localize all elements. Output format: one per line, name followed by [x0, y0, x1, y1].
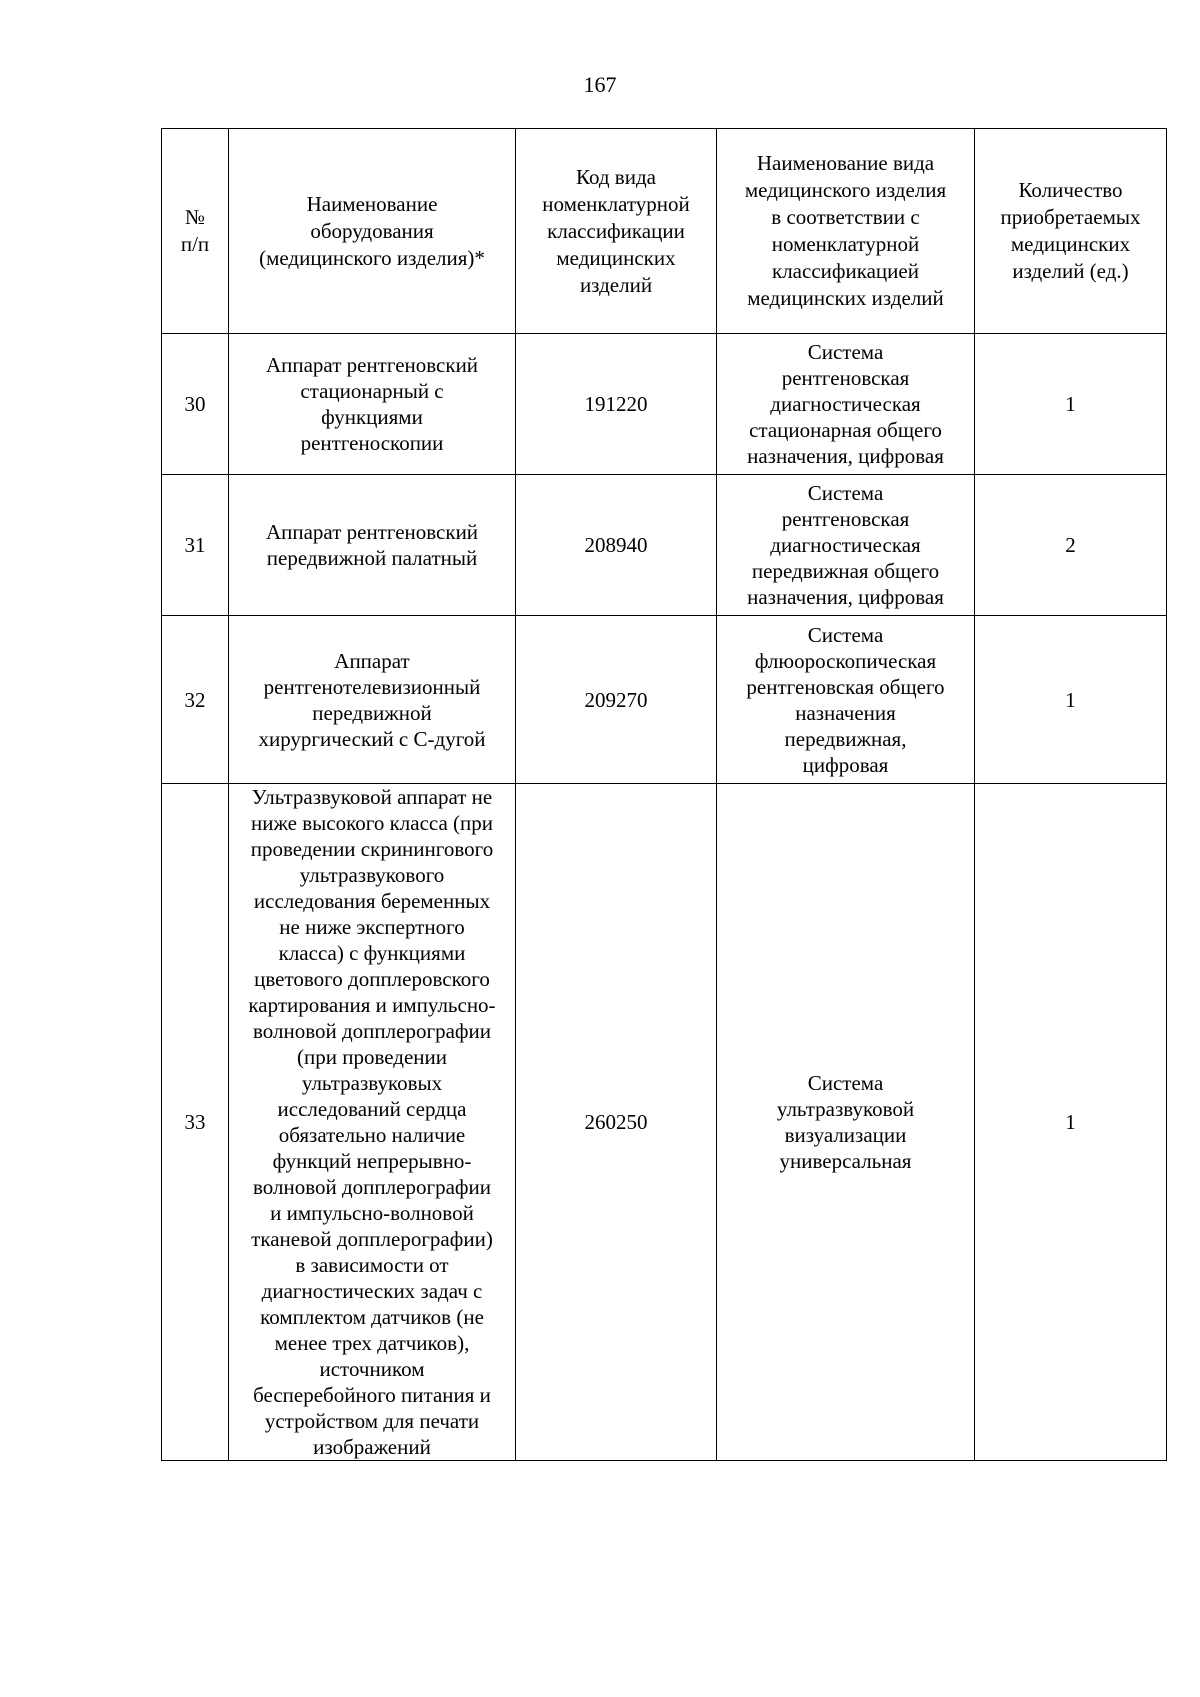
row-number: 33	[162, 784, 229, 1461]
device-type-name: Система рентгеновская диагностическая стационарная общего назначения, цифровая	[717, 334, 975, 475]
row-number: 32	[162, 616, 229, 784]
table-row	[162, 475, 1167, 616]
header-equipment-name: Наименование оборудования (медицинского изделия)*	[229, 129, 516, 334]
quantity: 2	[975, 475, 1167, 616]
row-number: 30	[162, 334, 229, 475]
device-type-name: Система рентгеновская диагностическая передвижная общего назначения, цифровая	[717, 475, 975, 616]
quantity: 1	[975, 784, 1167, 1461]
table-row	[162, 784, 1167, 1461]
nomenclature-code: 191220	[516, 334, 717, 475]
quantity: 1	[975, 616, 1167, 784]
header-number: № п/п	[162, 129, 229, 334]
nomenclature-code: 209270	[516, 616, 717, 784]
equipment-name: Аппарат рентгенотелевизионный передвижной хирургический с С-дугой	[229, 616, 516, 784]
table-row	[162, 334, 1167, 475]
header-device-type-name: Наименование вида медицинского изделия в соответствии с номенклатурной классификацией медицинских изделий	[717, 129, 975, 334]
quantity: 1	[975, 334, 1167, 475]
header-nomenclature-code: Код вида номенклатурной классификации медицинских изделий	[516, 129, 717, 334]
header-quantity: Количество приобретаемых медицинских изделий (ед.)	[975, 129, 1167, 334]
table-row	[162, 616, 1167, 784]
equipment-table	[161, 128, 1167, 1461]
page-number: 167	[583, 72, 617, 97]
device-type-name: Система флюороскопическая рентгеновская общего назначения передвижная, цифровая	[717, 616, 975, 784]
equipment-name: Аппарат рентгеновский передвижной палатный	[229, 475, 516, 616]
equipment-name: Аппарат рентгеновский стационарный с функциями рентгеноскопии	[229, 334, 516, 475]
row-number: 31	[162, 475, 229, 616]
nomenclature-code: 260250	[516, 784, 717, 1461]
nomenclature-code: 208940	[516, 475, 717, 616]
device-type-name: Система ультразвуковой визуализации универсальная	[717, 784, 975, 1461]
equipment-name: Ультразвуковой аппарат не ниже высокого класса (при проведении скринингового ультразвукового исследования беременных не ниже экспертного класса) с функциями цветового допплеровского картирования и импульсно- волновой допплерографии (при проведении ультразвуковых исследований сердца обязательно наличие функций непрерывно- волновой допплерографии и импульсно-волновой тканевой допплерографии) в зависимости от диагностических задач с комплектом датчиков (не менее трех датчиков), источником бесперебойного питания и устройством для печати изображений	[229, 784, 516, 1461]
table-header-row	[162, 129, 1167, 334]
